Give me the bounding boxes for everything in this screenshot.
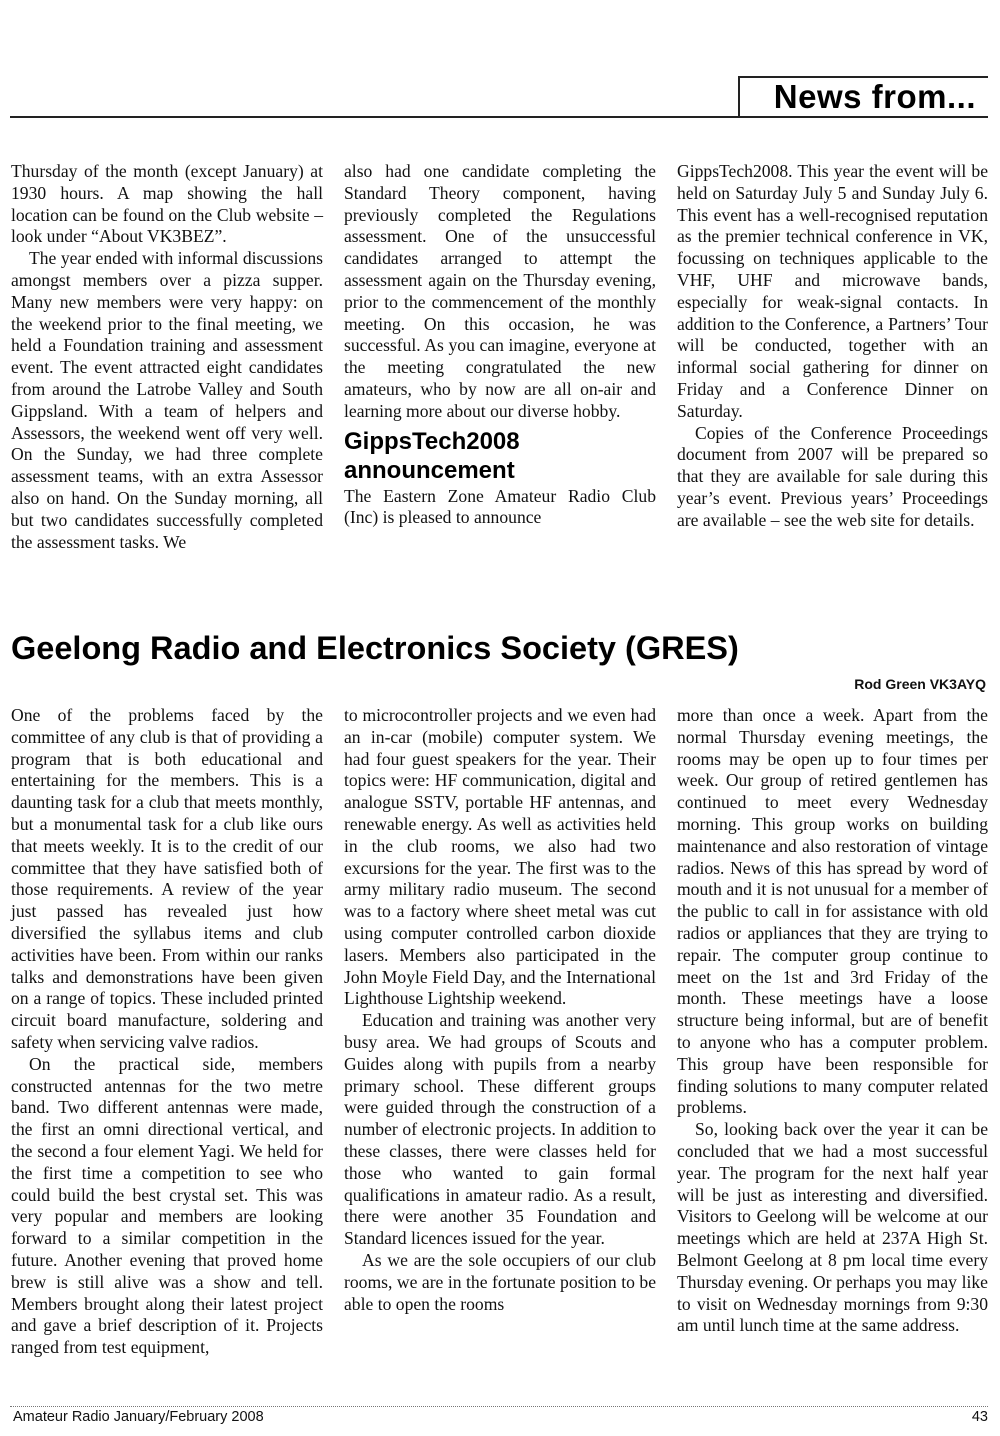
gres-column-2 xyxy=(344,705,656,1315)
paragraph: So, looking back over the year it can be concluded that we had a most successful year. The program for the next half year will be just as interesting and diversified. Visitors to Geelong will be welcome at our meetings which are held at 237A High St. Belmont Geelong at 8 pm local time every Thursday evening. Or perhaps you may like to visit on Wednesday mornings from 9:30 am until lunch time at the same address. xyxy=(677,1119,988,1336)
gres-article-title: Geelong Radio and Electronics Society (GRES) xyxy=(11,630,739,666)
paragraph: also had one candidate completing the Standard Theory component, having previously completed the Regulations assessment. One of the unsuccessful candidates arranged to attempt the assessment again on the Thursday evening, prior to the commencement of the monthly meeting. On this occasion, he was successful. As you can imagine, everyone at the meeting congratulated the new amateurs, who by now are all on-air and learning more about our diverse hobby. xyxy=(344,161,656,421)
gres-byline: Rod Green VK3AYQ xyxy=(854,676,986,692)
paragraph: Thursday of the month (except January) at 1930 hours. A map showing the hall location can be found on the Club website – look under “About VK3BEZ”. xyxy=(11,161,323,247)
top-column-1 xyxy=(11,161,323,553)
paragraph: more than once a week. Apart from the normal Thursday evening meetings, the rooms may be open up to four times per week. Our group of retired gentlemen has continued to meet every Wednesday morning. This group works on building maintenance and also restoration of vintage radios. News of this has spread by word of mouth and it is not unusual for a member of the public to call in for assistance with old radios or appliances that they are trying to repair. The computer group continue to meet on the 1st and 3rd Friday of the month. These meetings have a loose structure being informal, but are of benefit to anyone who has a computer problem. This group have been responsible for finding solutions to many computer related problems. xyxy=(677,705,988,1118)
header-rule xyxy=(10,116,988,118)
paragraph: The Eastern Zone Amateur Radio Club (Inc) is pleased to announce xyxy=(344,485,656,528)
paragraph: The year ended with informal discussions amongst members over a pizza supper. Many new members were very happy: on the weekend prior to the final meeting, we held a Foundation training and assessment event. The event attracted eight candidates from around the Latrobe Valley and South Gippsland. With a team of helpers and Assessors, the weekend went off very well. On the Sunday, we had three complete assessment teams, with an extra Assessor also on hand. On the Sunday morning, all but two candidates successfully completed the assessment tasks. We xyxy=(11,248,323,552)
gres-column-3 xyxy=(677,705,988,1337)
gres-column-1 xyxy=(11,705,323,1359)
header-box-left-rule xyxy=(738,76,740,118)
paragraph: Copies of the Conference Proceedings document from 2007 will be prepared so that they are available for sale during this year’s event. Previous years’ Proceedings are available – see the web site for details. xyxy=(677,422,988,530)
section-header-title: News from... xyxy=(773,78,976,115)
paragraph: GippsTech2008. This year the event will be held on Saturday July 5 and Sunday July 6. This event has a well-recognised reputation as the premier technical conference in VK, focussing on techniques applicable to the VHF, UHF and microwave bands, especially for weak-signal contacts. In addition to the Conference, a Partners’ Tour will be conducted, together with an informal social gathering for dinner on Friday and a Conference Dinner on Saturday. xyxy=(677,161,988,421)
paragraph: Education and training was another very busy area. We had groups of Scouts and Guides along with pupils from a nearby primary school. These different groups were guided through the construction of a number of electronic projects. In addition to these classes, there were classes held for those who wanted to gain formal qualifications in amateur radio. As a result, there were another 35 Foundation and Standard licences issued for the year. xyxy=(344,1010,656,1249)
top-column-3 xyxy=(677,161,988,532)
paragraph: One of the problems faced by the committee of any club is that of providing a program that is both educational and entertaining for the members. This is a daunting task for a club that meets monthly, but a monumental task for a club like ours that meets weekly. It is to the credit of our committee that they have satisfied both of those requirements. A review of the year just passed has revealed just how diversified the syllabus items and club activities have been. From within our ranks talks and demonstrations have been given on a range of topics. These included printed circuit board manufacture, soldering and safety when servicing valve radios. xyxy=(11,705,323,1052)
top-column-2 xyxy=(344,161,656,529)
footer-rule xyxy=(10,1406,988,1407)
footer-publication: Amateur Radio January/February 2008 xyxy=(13,1409,264,1425)
gippstech-heading: GippsTech2008 announcement xyxy=(344,427,520,484)
paragraph: to microcontroller projects and we even had an in-car (mobile) computer system. We had four guest speakers for the year. Their topics were: HF communication, digital and analogue SSTV, portable HF antennas, and renewable energy. As well as activities held in the club rooms, we also had two excursions for the year. The first was to the army military radio museum. The second was to a factory where sheet metal was cut using computer controlled carbon dioxide lasers. Members also participated in the John Moyle Field Day, and the International Lighthouse Lightship weekend. xyxy=(344,705,656,1009)
paragraph: On the practical side, members constructed antennas for the two metre band. Two different antennas were made, the first an omni directional vertical, and the second a four element Yagi. We held for the first time a competition to see who could build the best crystal set. This was very popular and members are looking forward to a similar competition in the future. Another evening that proved home brew is still alive was a show and tell. Members brought along their latest project and gave a brief description of it. Projects ranged from test equipment, xyxy=(11,1053,323,1358)
footer-page-number: 43 xyxy=(971,1409,988,1425)
paragraph: As we are the sole occupiers of our club rooms, we are in the fortunate position to be able to open the rooms xyxy=(344,1249,656,1314)
section-header-box xyxy=(738,76,988,118)
